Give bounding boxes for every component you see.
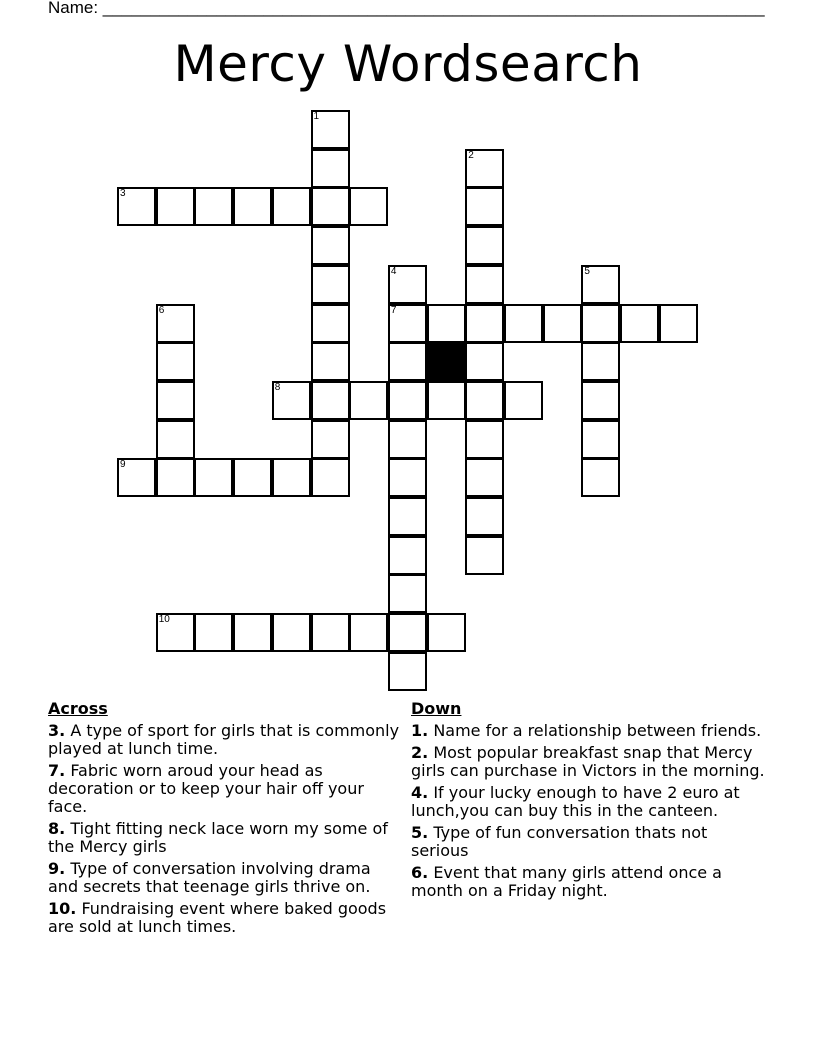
cell-number: 2 [468, 149, 474, 161]
down-heading: Down [411, 699, 462, 718]
clue-number: 4. [411, 783, 429, 802]
crossword-cell[interactable] [388, 342, 427, 381]
crossword-cell[interactable] [194, 613, 233, 652]
cell-number: 5 [584, 265, 590, 277]
crossword-cell[interactable] [349, 187, 388, 226]
clue-down-6 [411, 864, 767, 900]
cell-number: 6 [158, 304, 165, 316]
crossword-cell[interactable] [349, 613, 388, 652]
crossword-cell[interactable] [465, 149, 504, 188]
clue-number: 8. [48, 819, 66, 838]
crossword-cell[interactable] [465, 420, 504, 459]
clue-text: Type of fun conversation thats not serious [411, 823, 708, 860]
crossword-cell[interactable] [311, 187, 350, 226]
crossword-cell[interactable] [581, 420, 620, 459]
crossword-cell[interactable] [311, 342, 350, 381]
crossword-cell[interactable] [156, 304, 195, 343]
crossword-cell[interactable] [233, 613, 272, 652]
crossword-cell[interactable] [504, 381, 543, 420]
clue-number: 10. [48, 899, 77, 918]
clue-text: Type of conversation involving drama and secrets that teenage girls thrive on. [48, 859, 371, 896]
crossword-cell[interactable] [581, 265, 620, 304]
clue-number: 5. [411, 823, 429, 842]
clue-number: 9. [48, 859, 66, 878]
crossword-cell[interactable] [156, 381, 195, 420]
crossword-cell[interactable] [388, 458, 427, 497]
crossword-cell[interactable] [272, 381, 311, 420]
cell-number: 4 [390, 265, 397, 277]
clue-across-9 [48, 860, 400, 896]
crossword-cell[interactable] [465, 226, 504, 265]
crossword-cell[interactable] [465, 187, 504, 226]
name-field-label: Name: ______________________________________________________________________ [48, 0, 765, 17]
crossword-cell[interactable] [117, 187, 156, 226]
crossword-cell[interactable] [465, 265, 504, 304]
crossword-cell[interactable] [581, 342, 620, 381]
clue-text: If your lucky enough to have 2 euro at lunch,you can buy this in the canteen. [411, 783, 740, 820]
clue-text: Event that many girls attend once a month on a Friday night. [411, 863, 722, 900]
clue-text: Name for a relationship between friends. [433, 721, 762, 740]
crossword-cell[interactable] [311, 613, 350, 652]
crossword-cell[interactable] [543, 304, 582, 343]
clue-number: 2. [411, 743, 429, 762]
crossword-cell[interactable] [388, 420, 427, 459]
across-heading: Across [48, 699, 108, 718]
crossword-cell[interactable] [311, 458, 350, 497]
crossword-cell[interactable] [465, 381, 504, 420]
cell-number: 9 [120, 459, 126, 471]
clue-down-4 [411, 784, 767, 820]
crossword-cell[interactable] [272, 458, 311, 497]
clue-across-10 [48, 900, 400, 936]
cell-number: 10 [158, 614, 170, 626]
crossword-cell[interactable] [465, 536, 504, 575]
cell-number: 8 [274, 381, 281, 393]
clue-text: Fabric worn aroud your head as decoration or to keep your hair off your face. [48, 761, 364, 816]
crossword-cell[interactable] [581, 304, 620, 343]
crossword-cell[interactable] [465, 304, 504, 343]
crossword-cell[interactable] [504, 304, 543, 343]
crossword-cell[interactable] [581, 458, 620, 497]
crossword-cell[interactable] [311, 304, 350, 343]
crossword-cell[interactable] [311, 265, 350, 304]
crossword-cell[interactable] [465, 497, 504, 536]
crossword-cell[interactable] [388, 613, 427, 652]
crossword-cell[interactable] [233, 458, 272, 497]
clue-number: 7. [48, 761, 66, 780]
clue-across-8 [48, 820, 400, 856]
crossword-cell[interactable] [388, 652, 427, 691]
crossword-cell[interactable] [311, 110, 350, 149]
crossword-cell[interactable] [388, 304, 427, 343]
crossword-cell[interactable] [311, 226, 350, 265]
crossword-cell[interactable] [156, 458, 195, 497]
crossword-cell[interactable] [620, 304, 659, 343]
crossword-cell[interactable] [311, 149, 350, 188]
page-title: Mercy Wordsearch [173, 35, 643, 93]
crossword-cell[interactable] [465, 458, 504, 497]
crossword-cell[interactable] [388, 574, 427, 613]
crossword-cell[interactable] [311, 420, 350, 459]
crossword-cell[interactable] [194, 458, 233, 497]
clue-down-1 [411, 722, 767, 740]
clue-text: Tight fitting neck lace worn my some of the Mercy girls [48, 819, 388, 856]
crossword-cell[interactable] [388, 497, 427, 536]
clue-across-3 [48, 722, 400, 758]
clue-down-5 [411, 824, 767, 860]
crossword-cell[interactable] [272, 613, 311, 652]
crossword-cell[interactable] [117, 458, 156, 497]
clue-number: 6. [411, 863, 429, 882]
cell-number: 3 [120, 188, 126, 200]
crossword-cell[interactable] [156, 187, 195, 226]
crossword-cell[interactable] [659, 304, 698, 343]
cell-number: 1 [313, 111, 320, 122]
crossword-cell[interactable] [233, 187, 272, 226]
crossword-cell[interactable] [465, 342, 504, 381]
crossword-cell[interactable] [427, 304, 466, 343]
clue-text: A type of sport for girls that is commonly played at lunch time. [48, 721, 400, 758]
clue-across-7 [48, 762, 400, 816]
crossword-cell[interactable] [272, 187, 311, 226]
clue-down-2 [411, 744, 767, 780]
crossword-cell[interactable] [156, 613, 195, 652]
crossword-cell[interactable] [388, 265, 427, 304]
crossword-cell[interactable] [194, 187, 233, 226]
clue-text: Most popular breakfast snap that Mercy girls can purchase in Victors in the morning. [411, 743, 765, 780]
crossword-cell[interactable] [349, 381, 388, 420]
crossword-cell[interactable] [388, 536, 427, 575]
crossword-cell[interactable] [388, 381, 427, 420]
black-square [427, 342, 466, 381]
crossword-cell[interactable] [156, 342, 195, 381]
crossword-cell[interactable] [311, 381, 350, 420]
crossword-cell[interactable] [427, 381, 466, 420]
crossword-cell[interactable] [581, 381, 620, 420]
crossword-cell[interactable] [427, 613, 466, 652]
across-clues [48, 700, 400, 940]
crossword-cell[interactable] [156, 420, 195, 459]
clue-number: 3. [48, 721, 66, 740]
clue-number: 1. [411, 721, 429, 740]
clue-text: Fundraising event where baked goods are sold at lunch times. [48, 899, 387, 936]
cell-number: 7 [390, 304, 397, 316]
down-clues [411, 700, 767, 904]
